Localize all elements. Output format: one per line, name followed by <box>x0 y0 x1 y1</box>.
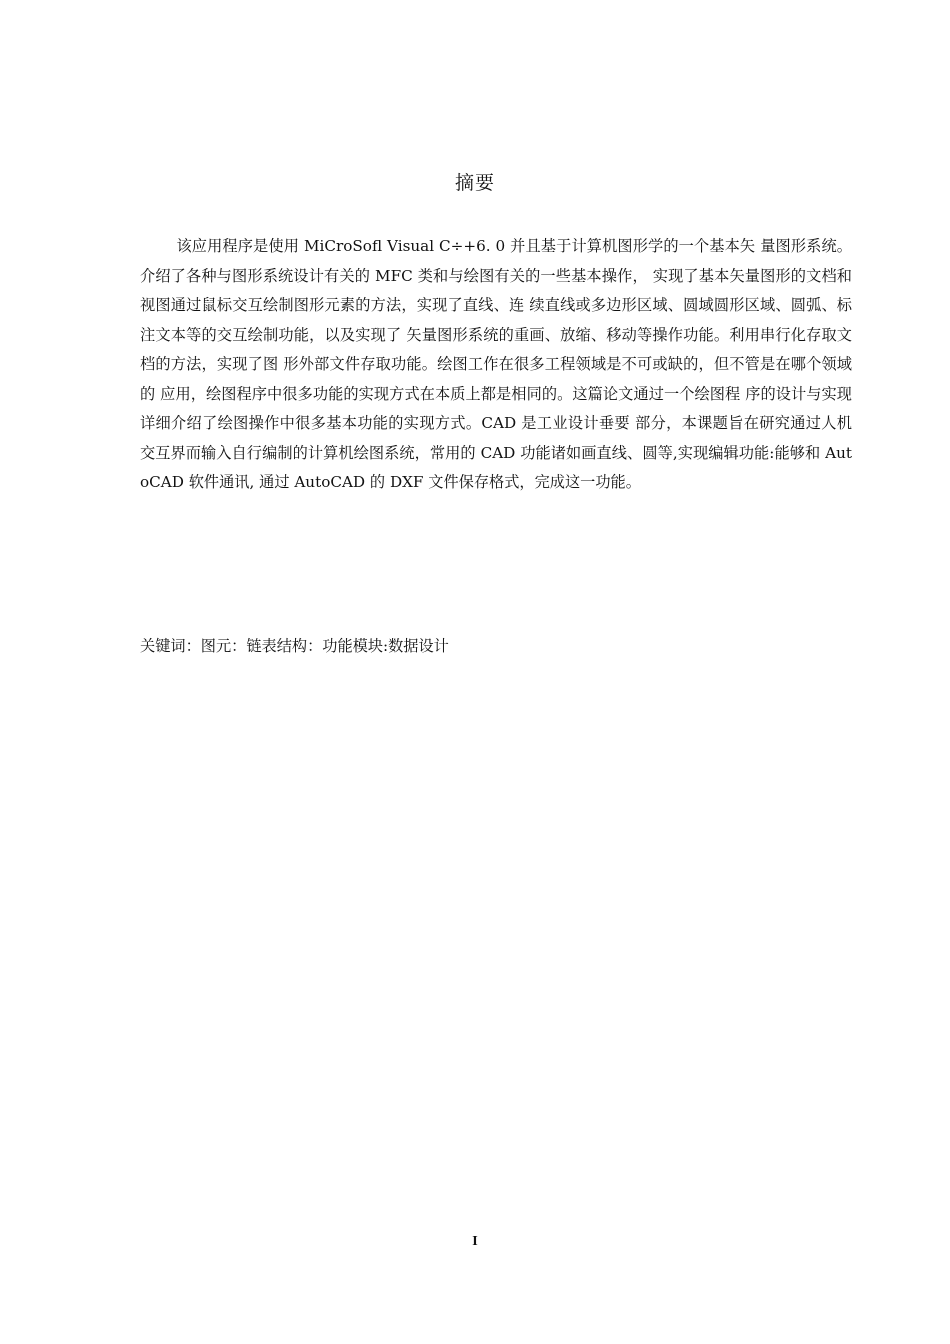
abstract-paragraph: 该应用程序是使用 MiCroSofl Visual C÷+6. 0 并且基于计算机图形学的一个基本矢 量图形系统。介绍了各种与图形系统设计有关的 MFC 类和与绘图有关的一些基本操作， 实现了基本矢量图形的文档和视图通过鼠标交互绘制图形元素的方法，实现了直线、连 续直线或多边形区域、圆域圆形区域、圆弧、标注文本等的交互绘制功能，以及实现了 矢量图形系统的重画、放缩、移动等操作功能。利用串行化存取文档的方法，实现了图 形外部文件存取功能。绘图工作在很多工程领域是不可或缺的，但不管是在哪个领域的 应用，绘图程序中很多功能的实现方式在本质上都是相同的。这篇论文通过一个绘图程 序的设计与实现详细介绍了绘图操作中很多基本功能的实现方式。CAD 是工业设计垂要 部分，本课题旨在研究通过人机交互界而输入自行编制的计算机绘图系统，常用的 CAD 功能诸如画直线、圆等,实现编辑功能:能够和 AutoCAD 软件通讯, 通过 AutoCAD 的 DXF 文件保存格式，完成这一功能。 <box>140 237 852 491</box>
keywords-line: 关键词：图元：链表结构：功能模块:数据设计 <box>140 637 449 655</box>
page-number: I <box>472 1234 478 1249</box>
page-title: 摘要 <box>454 172 495 194</box>
